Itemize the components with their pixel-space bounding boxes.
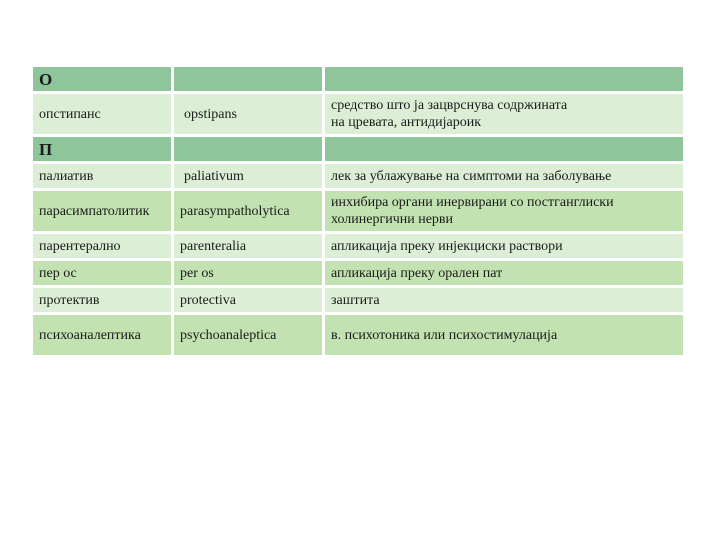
table-row xyxy=(33,164,683,188)
term-cell: палиатив xyxy=(33,164,171,188)
section-letter: О xyxy=(33,67,171,91)
definition-line: на цревата, антидијароик xyxy=(331,115,482,130)
term-cell: психоаналептика xyxy=(33,315,171,355)
definition-line: холинергични нерви xyxy=(331,212,454,227)
latin-cell: parasympatholytica xyxy=(174,191,322,231)
section-header-row xyxy=(33,67,683,91)
definition-cell xyxy=(325,288,683,312)
definition-line: заштита xyxy=(331,292,380,308)
table-row xyxy=(33,234,683,258)
definition-line: в. психотоника или психостимулација xyxy=(331,327,558,343)
term-cell: опстипанс xyxy=(33,94,171,134)
term-cell: парентерално xyxy=(33,234,171,258)
term-cell: парасимпатолитик xyxy=(33,191,171,231)
definition-cell xyxy=(325,191,683,231)
definition-cell xyxy=(325,315,683,355)
definition-cell xyxy=(325,261,683,285)
latin-cell: paliativum xyxy=(174,164,322,188)
term-cell: протектив xyxy=(33,288,171,312)
section-empty-cell xyxy=(325,67,683,91)
definition-line: апликација преку инјекциски раствори xyxy=(331,238,563,254)
latin-cell: protectiva xyxy=(174,288,322,312)
definition-cell xyxy=(325,164,683,188)
section-empty-cell xyxy=(174,67,322,91)
table-row xyxy=(33,288,683,312)
latin-cell: opstipans xyxy=(174,94,322,134)
definition-line: средство што ја зацврснува содржината xyxy=(331,98,568,113)
latin-cell: per os xyxy=(174,261,322,285)
glossary-table xyxy=(30,64,686,358)
section-empty-cell xyxy=(325,137,683,161)
latin-cell: psychoanaleptica xyxy=(174,315,322,355)
term-cell: пер ос xyxy=(33,261,171,285)
definition-line: апликација преку орален пат xyxy=(331,265,503,281)
table-row xyxy=(33,94,683,134)
definition-cell xyxy=(325,94,683,134)
table-row xyxy=(33,315,683,355)
table-row xyxy=(33,261,683,285)
section-letter: П xyxy=(33,137,171,161)
latin-cell: parenteralia xyxy=(174,234,322,258)
definition-line: инхибира органи инервирани со постганглиски xyxy=(331,195,614,210)
section-empty-cell xyxy=(174,137,322,161)
definition-line: лек за ублажување на симптоми на заболување xyxy=(331,168,612,184)
definition-cell xyxy=(325,234,683,258)
section-header-row xyxy=(33,137,683,161)
table-row xyxy=(33,191,683,231)
